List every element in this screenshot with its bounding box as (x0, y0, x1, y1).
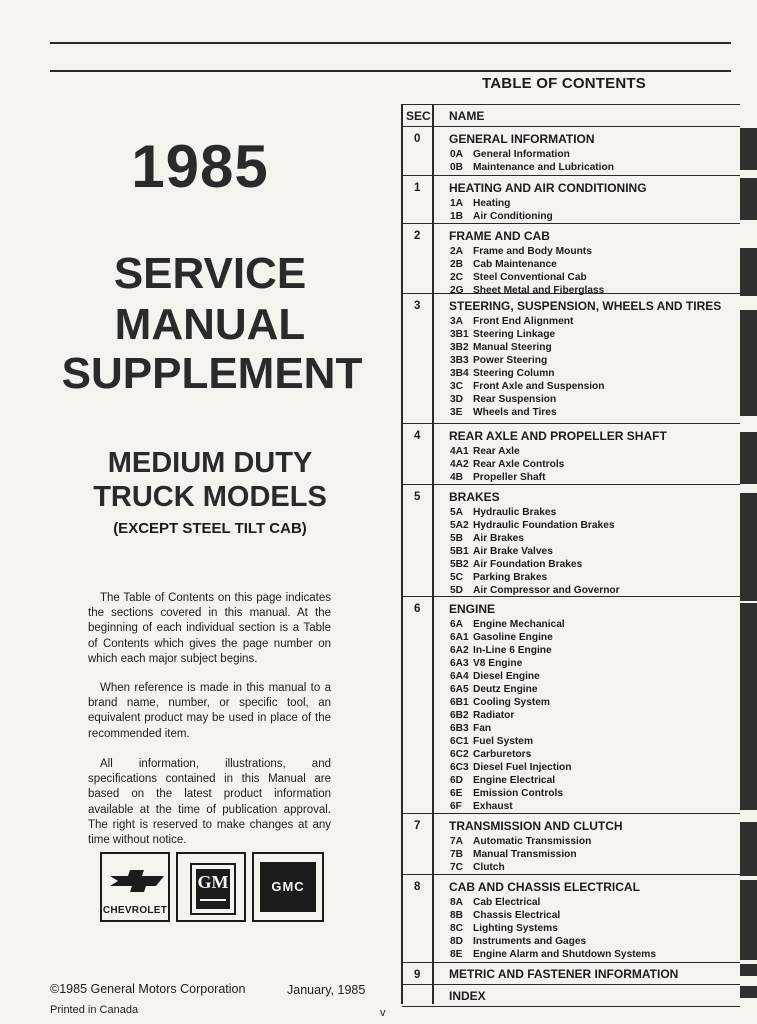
toc-subsection-name: Engine Mechanical (473, 619, 565, 630)
toc-subsection-name: Chassis Electrical (473, 910, 561, 921)
section-edge-tab (740, 964, 757, 976)
cover-title-line1: SERVICE (113, 249, 307, 298)
second-rule (50, 70, 731, 72)
publication-date: January, 1985 (287, 983, 366, 997)
toc-subsection (450, 748, 572, 761)
toc-subsection (450, 922, 656, 935)
toc-subsection-name: Deutz Engine (473, 684, 538, 695)
toc-section-number: 1 (414, 182, 421, 194)
toc-section-title: BRAKES (449, 490, 500, 504)
toc-subsection (450, 197, 553, 210)
toc-subsection-code: 5D (450, 585, 464, 596)
toc-subsection-name: Steel Conventional Cab (473, 272, 587, 283)
toc-subsection-code: 3B3 (450, 355, 469, 366)
toc-section-number: 0 (414, 133, 421, 145)
toc-subsection-code: 7A (450, 836, 464, 847)
toc-subsection-name: Air Brakes (473, 533, 524, 544)
toc-subsection-name: Fan (473, 723, 492, 734)
toc-section (402, 127, 740, 176)
gmc-logo-text: GMC (260, 862, 316, 912)
toc-subsection-name: Exhaust (473, 801, 513, 812)
toc-subsection-code: 2A (450, 246, 464, 257)
toc-subsection-code: 3A (450, 316, 464, 327)
gmc-logo (252, 852, 324, 922)
toc-subsection (450, 909, 656, 922)
toc-section-number: 7 (414, 820, 421, 832)
toc-subsection (450, 445, 564, 458)
disclaimer-paragraph: All information, illustrations, and specifications contained in this Manual are based on the latest product information available at the time of publication approval. The right is reserved to make changes at any time without notice. (88, 758, 331, 847)
toc-subsection-name: Engine Alarm and Shutdown Systems (473, 949, 657, 960)
toc-subsection-name: Diesel Fuel Injection (473, 762, 572, 773)
toc-subsection (450, 800, 572, 813)
toc-subsection-name: Steering Column (473, 368, 555, 379)
toc-subsection-name: Carburetors (473, 749, 532, 760)
toc-subsection-code: 3B4 (450, 368, 469, 379)
section-edge-tab (740, 432, 757, 484)
toc-subsection-name: Rear Axle (473, 446, 520, 457)
toc-subsection-name: Heating (473, 198, 511, 209)
toc-subsection-name: Front End Alignment (473, 316, 574, 327)
toc-subsection-name: Wheels and Tires (473, 407, 557, 418)
toc-subsection-code: 0A (450, 149, 464, 160)
toc-subsection-code: 6A1 (450, 632, 469, 643)
toc-subsection (450, 948, 656, 961)
toc-subsection-name: General Information (473, 149, 570, 160)
toc-subsection (450, 341, 605, 354)
toc-subsection-code: 8A (450, 897, 464, 908)
gm-logo-text: GM (196, 869, 230, 909)
toc-section (402, 875, 740, 963)
toc-header-row (402, 104, 740, 127)
toc-subsection-name: Hydraulic Foundation Brakes (473, 520, 615, 531)
toc-subsection-name: Cab Electrical (473, 897, 541, 908)
reference-paragraph: When reference is made in this manual to a brand name, number, or specific tool, an equivalent product may be used in place of the recommended item. (88, 682, 331, 740)
toc-section-title: ENGINE (449, 602, 496, 616)
toc-subsection-name: Manual Transmission (473, 849, 577, 860)
toc-section (402, 224, 740, 294)
toc-subsection (450, 935, 656, 948)
toc-subsection-name: Sheet Metal and Fiberglass (473, 285, 605, 296)
toc-subsection-name: Engine Electrical (473, 775, 556, 786)
toc-subsection-name: Air Brake Valves (473, 546, 553, 557)
toc-subsection-name: In-Line 6 Engine (473, 645, 552, 656)
toc-section-title: REAR AXLE AND PROPELLER SHAFT (449, 429, 667, 443)
toc-subsection-code: 5B (450, 533, 464, 544)
toc-subsection (450, 258, 604, 271)
toc-subsection (450, 271, 604, 284)
toc-subsection (450, 683, 572, 696)
section-edge-tab (740, 603, 757, 810)
toc-subsection-code: 2C (450, 272, 464, 283)
toc-subsection-name: Parking Brakes (473, 572, 548, 583)
toc-subsection-code: 6A (450, 619, 464, 630)
section-edge-tab (740, 248, 757, 296)
toc-subsection (450, 584, 620, 597)
toc-section-number: 8 (414, 881, 421, 893)
toc-table (402, 104, 740, 1003)
toc-subsection (450, 618, 572, 631)
toc-subsection-code: 6A5 (450, 684, 469, 695)
toc-subsection-code: 3B1 (450, 329, 469, 340)
toc-title: TABLE OF CONTENTS (482, 75, 646, 92)
toc-subsection (450, 532, 620, 545)
toc-section-title: INDEX (449, 989, 486, 1003)
toc-subsection (450, 328, 605, 341)
toc-section-title: METRIC AND FASTENER INFORMATION (449, 967, 679, 981)
gm-logo (176, 852, 246, 922)
toc-section-title: TRANSMISSION AND CLUTCH (449, 819, 623, 833)
toc-subsection-name: Fuel System (473, 736, 534, 747)
toc-subsection (450, 161, 614, 174)
toc-subsection-code: 6C2 (450, 749, 469, 760)
toc-subsection (450, 471, 564, 484)
toc-subsection (450, 558, 620, 571)
cover-subtitle-line2: TRUCK MODELS (93, 481, 327, 513)
toc-subsection-list (450, 445, 564, 484)
toc-subsection-code: 6C1 (450, 736, 469, 747)
toc-subsection-name: Steering Linkage (473, 329, 556, 340)
toc-subsection-name: Front Axle and Suspension (473, 381, 605, 392)
cover-exception-note: (EXCEPT STEEL TILT CAB) (113, 520, 307, 537)
toc-subsection-code: 6E (450, 788, 463, 799)
toc-subsection-code: 2B (450, 259, 464, 270)
toc-subsection (450, 315, 605, 328)
section-edge-tab (740, 880, 757, 960)
toc-subsection (450, 835, 591, 848)
section-edge-tab (740, 822, 757, 876)
toc-subsection-code: 6B2 (450, 710, 469, 721)
toc-subsection (450, 861, 591, 874)
toc-subsection-list (450, 835, 591, 874)
toc-subsection-code: 6A4 (450, 671, 469, 682)
toc-subsection-code: 7B (450, 849, 464, 860)
toc-section-number: 2 (414, 230, 421, 242)
bowtie-icon (110, 868, 164, 894)
toc-section-number: 3 (414, 300, 421, 312)
toc-subsection (450, 148, 614, 161)
section-edge-tab (740, 986, 757, 998)
cover-title-line3: SUPPLEMENT (61, 349, 363, 398)
toc-subsection-name: Frame and Body Mounts (473, 246, 592, 257)
toc-subsection-name: Manual Steering (473, 342, 552, 353)
toc-subsection-code: 5A (450, 507, 464, 518)
toc-section-title: HEATING AND AIR CONDITIONING (449, 181, 647, 195)
toc-section-title: STEERING, SUSPENSION, WHEELS AND TIRES (449, 299, 722, 313)
toc-subsection-name: Instruments and Gages (473, 936, 587, 947)
toc-subsection-list (450, 197, 553, 223)
toc-section-number: 5 (414, 491, 421, 503)
toc-subsection-code: 5C (450, 572, 464, 583)
toc-subsection-name: Air Conditioning (473, 211, 553, 222)
toc-subsection-code: 3C (450, 381, 464, 392)
toc-subsection-name: Clutch (473, 862, 505, 873)
toc-section-title: GENERAL INFORMATION (449, 132, 595, 146)
section-edge-tab (740, 493, 757, 601)
toc-subsection-code: 5A2 (450, 520, 469, 531)
toc-subsection-code: 3D (450, 394, 464, 405)
toc-subsection-code: 4A1 (450, 446, 469, 457)
toc-subsection-list (450, 245, 604, 297)
toc-subsection (450, 631, 572, 644)
toc-subsection-code: 6A3 (450, 658, 469, 669)
toc-subsection-name: Cab Maintenance (473, 259, 557, 270)
section-edge-tab (740, 128, 757, 170)
toc-subsection-code: 5B1 (450, 546, 469, 557)
toc-subsection-code: 1A (450, 198, 464, 209)
toc-section (402, 985, 740, 1007)
toc-subsection (450, 644, 572, 657)
toc-subsection-name: Automatic Transmission (473, 836, 592, 847)
toc-subsection-code: 6D (450, 775, 464, 786)
cover-subtitle-line1: MEDIUM DUTY (107, 447, 313, 479)
toc-subsection (450, 896, 656, 909)
toc-section (402, 176, 740, 224)
top-rule (50, 42, 731, 44)
toc-subsection (450, 657, 572, 670)
cover-year: 1985 (131, 133, 269, 200)
toc-subsection-name: Rear Axle Controls (473, 459, 565, 470)
chevrolet-logo (100, 852, 170, 922)
toc-subsection-code: 5B2 (450, 559, 469, 570)
section-edge-tab (740, 178, 757, 220)
toc-subsection-name: Diesel Engine (473, 671, 540, 682)
toc-section-title: CAB AND CHASSIS ELECTRICAL (449, 880, 640, 894)
toc-subsection-code: 8C (450, 923, 464, 934)
printed-in: Printed in Canada (50, 1004, 139, 1016)
toc-subsection-name: Air Foundation Brakes (473, 559, 583, 570)
toc-col-sec: SEC (406, 109, 431, 123)
toc-section (402, 814, 740, 875)
toc-section (402, 485, 740, 597)
toc-subsection-name: Power Steering (473, 355, 548, 366)
toc-subsection-name: Maintenance and Lubrication (473, 162, 614, 173)
toc-subsection-code: 3B2 (450, 342, 469, 353)
toc-subsection-name: Emission Controls (473, 788, 564, 799)
toc-subsection (450, 367, 605, 380)
toc-subsection (450, 245, 604, 258)
toc-section-number: 9 (414, 969, 421, 981)
toc-col-name: NAME (449, 109, 485, 123)
toc-subsection (450, 380, 605, 393)
toc-subsection-code: 6B1 (450, 697, 469, 708)
toc-subsection (450, 722, 572, 735)
toc-subsection-name: Hydraulic Brakes (473, 507, 557, 518)
copyright: ©1985 General Motors Corporation (50, 982, 246, 996)
toc-subsection (450, 787, 572, 800)
toc-subsection-code: 6F (450, 801, 462, 812)
toc-subsection (450, 761, 572, 774)
toc-subsection-code: 4B (450, 472, 464, 483)
toc-section (402, 424, 740, 485)
toc-subsection-code: 8E (450, 949, 463, 960)
toc-subsection-name: V8 Engine (473, 658, 523, 669)
toc-subsection-name: Gasoline Engine (473, 632, 553, 643)
toc-subsection (450, 571, 620, 584)
toc-section-number: 4 (414, 430, 421, 442)
toc-subsection-code: 6B3 (450, 723, 469, 734)
toc-subsection-name: Lighting Systems (473, 923, 558, 934)
intro-paragraph: The Table of Contents on this page indicates the sections covered in this manual. At the beginning of each individual section is a Table of Contents which gives the page number on which each major subject begins. (88, 592, 331, 665)
toc-subsection-list (450, 315, 605, 419)
toc-subsection (450, 774, 572, 787)
toc-subsection (450, 354, 605, 367)
toc-subsection-code: 4A2 (450, 459, 469, 470)
toc-subsection-name: Air Compressor and Governor (473, 585, 620, 596)
cover-title-line2: MANUAL (114, 300, 306, 349)
toc-subsection-code: 3E (450, 407, 463, 418)
toc-section-title: FRAME AND CAB (449, 229, 550, 243)
toc-subsection (450, 848, 591, 861)
toc-subsection (450, 545, 620, 558)
toc-subsection (450, 393, 605, 406)
toc-subsection (450, 506, 620, 519)
toc-subsection-code: 8D (450, 936, 464, 947)
toc-subsection-name: Radiator (473, 710, 515, 721)
toc-subsection (450, 696, 572, 709)
toc-subsection-list (450, 618, 572, 813)
toc-section-number: 6 (414, 603, 421, 615)
section-edge-tab (740, 310, 757, 416)
toc-subsection (450, 458, 564, 471)
toc-subsection-code: 0B (450, 162, 464, 173)
toc-subsection-name: Rear Suspension (473, 394, 557, 405)
page-number: v (380, 1007, 386, 1019)
toc-subsection-name: Propeller Shaft (473, 472, 546, 483)
toc-subsection (450, 210, 553, 223)
toc-subsection-name: Cooling System (473, 697, 550, 708)
toc-section (402, 963, 740, 985)
toc-subsection-list (450, 896, 656, 961)
toc-subsection (450, 735, 572, 748)
toc-section (402, 294, 740, 424)
toc-subsection-code: 7C (450, 862, 464, 873)
toc-subsection (450, 670, 572, 683)
toc-subsection-list (450, 148, 614, 174)
toc-subsection (450, 519, 620, 532)
toc-subsection (450, 709, 572, 722)
chevrolet-logo-text: CHEVROLET (102, 905, 168, 916)
toc-subsection-code: 1B (450, 211, 464, 222)
toc-subsection-code: 2G (450, 285, 464, 296)
toc-subsection-code: 6A2 (450, 645, 469, 656)
toc-section (402, 597, 740, 814)
toc-subsection-code: 6C3 (450, 762, 469, 773)
toc-subsection (450, 406, 605, 419)
brand-logos (100, 852, 324, 922)
toc-subsection-code: 8B (450, 910, 464, 921)
toc-subsection-list (450, 506, 620, 597)
